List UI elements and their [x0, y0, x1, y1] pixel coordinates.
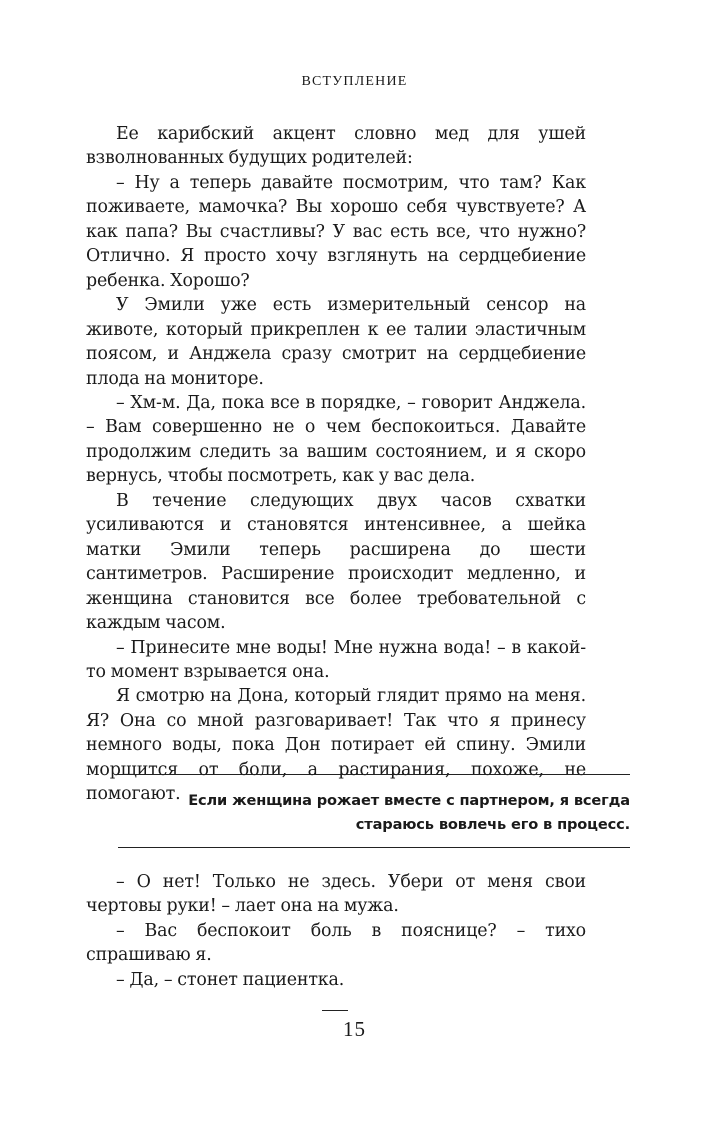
body-text-before-quote — [86, 122, 586, 807]
body-text-after-quote — [86, 870, 586, 992]
page-number-rule — [322, 1010, 348, 1011]
paragraph: – Принесите мне воды! Мне нужна вода! – в какой-то момент взрывается она. — [86, 637, 586, 682]
running-head: ВСТУПЛЕНИЕ — [301, 74, 408, 89]
paragraph: – Вас беспокоит боль в пояснице? – тихо спрашиваю я. — [86, 920, 586, 966]
paragraph: – О нет! Только не здесь. Убери от меня свои чертовы руки! – лает она на мужа. — [86, 872, 586, 917]
pull-quote-text: Если женщина рожает вместе с партнером, я всегда стараюсь вовлечь его в процесс. — [188, 792, 630, 833]
paragraph: – Ну а теперь давайте посмотрим, что там? Как поживаете, мамочка? Вы хорошо себя чувствуете? А как папа? Вы счастливы? У вас есть все, что нужно? Отлично. Я просто хочу взглянуть на сердцебиение ребенка. Хорошо? — [86, 172, 586, 291]
page-number: 15 — [343, 1017, 366, 1041]
paragraph: У Эмили уже есть измерительный сенсор на животе, который прикреплен к ее талии эластичным поясом, и Анджела сразу смотрит на сердцебиение плода на мониторе. — [86, 295, 586, 389]
paragraph: – Да, – стонет пациентка. — [116, 969, 345, 990]
paragraph: – Хм-м. Да, пока все в порядке, – говорит Анджела. – Вам совершенно не о чем беспокоиться. Давайте продолжим следить за вашим состоянием, и я скоро вернусь, чтобы посмотреть, как у вас дела. — [86, 392, 586, 487]
paragraph: Я смотрю на Дона, который глядит прямо на меня. Я? Она со мной разговаривает! Так что я принесу немного воды, пока Дон потирает ей спину. Эмили морщится от боли, а растирания, похоже, не помогают. — [86, 686, 586, 805]
pull-quote — [118, 774, 630, 848]
paragraph: Ее карибский акцент словно мед для ушей взволнованных будущих родителей: — [86, 124, 586, 169]
paragraph: В течение следующих двух часов схватки усиливаются и становятся интенсивнее, а шейка матки Эмили теперь расширена до шести сантиметров. Расширение происходит медленно, и женщина становится все более требовательной с каждым часом. — [86, 490, 586, 634]
